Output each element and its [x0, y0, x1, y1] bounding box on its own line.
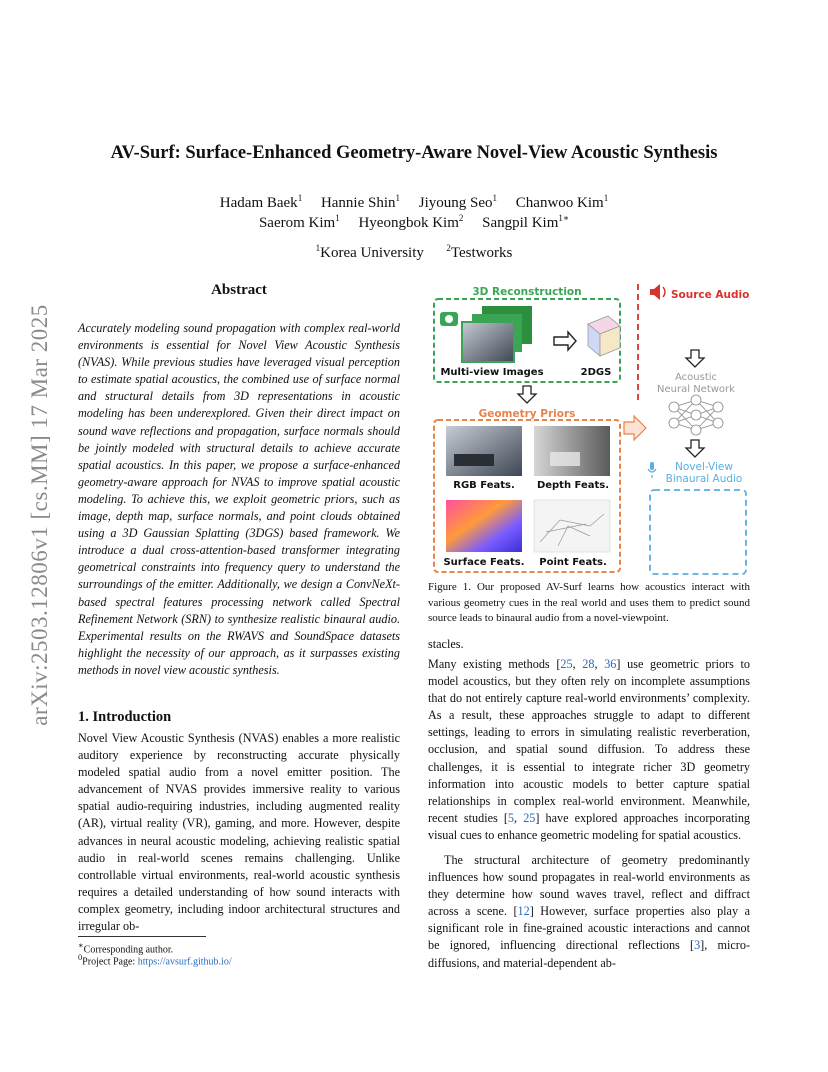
- arrow-down-icon: [686, 440, 704, 457]
- author-name: Hadam Baek: [219, 195, 298, 211]
- ann-label-2: Neural Network: [657, 384, 735, 395]
- footnote-project-page: $^0$Project Page: https://avsurf.github.io/: [78, 953, 232, 968]
- arxiv-identifier-text: arXiv:2503.12806v1 [cs.MM] 17 Mar 2025: [27, 304, 52, 726]
- right-col-paragraph-2: The structural architecture of geometry predominantly influences how sound propagates in real-world environments as they determine how sound waves travel, reflect and diffract across a scene. [12] However, surface properties also play a significant role in fine-grained acoustic interactions and cannot be ignored, influencing directional reflections [3], micro-diffusions, and material-dependent ab-: [428, 853, 751, 970]
- geometry-priors-title: Geometry Priors: [478, 408, 576, 420]
- binaural-waveform-left: [664, 500, 720, 532]
- binaural-box: [650, 490, 746, 574]
- 2dgs-label: 2DGS: [580, 367, 612, 378]
- footnote-rule: [78, 936, 206, 937]
- figure-caption: Figure 1. Our proposed AV-Surf learns how acoustics interact with various geometry cues in the real world and uses them to predict sound source leads to binaural audio from a novel-viewpoint.: [428, 581, 750, 625]
- right-col-continuation: stacles.: [428, 637, 464, 651]
- source-audio-label: Source Audio: [671, 289, 750, 301]
- arxiv-identifier: [20, 270, 60, 760]
- depth-feature-image: [534, 426, 610, 476]
- citation-link[interactable]: 36: [604, 657, 617, 671]
- author-line-2: Saerom Kim$^1$ Hyeongbok Kim$^2$ Sangpil Kim$^{1∗}$: [258, 213, 570, 231]
- author-name: Hyeongbok Kim: [358, 215, 459, 231]
- novel-view-label-2: Binaural Audio: [665, 473, 743, 485]
- citation-link[interactable]: 12: [517, 904, 530, 919]
- microphone-icon: [650, 462, 654, 470]
- author-name: Jiyoung Seo: [418, 195, 493, 211]
- section-heading: 1. Introduction: [78, 709, 172, 725]
- rgb-feature-image: [446, 426, 522, 476]
- surface-feature-image: [446, 500, 522, 552]
- author-name: Saerom Kim: [258, 215, 336, 231]
- affiliations: $^1$Korea University $^2$Testworks: [315, 243, 513, 261]
- arrow-down-icon: [518, 386, 536, 403]
- intro-text: Novel View Acoustic Synthesis (NVAS) enables a more realistic auditory experience by reconstructing accurate physically modeled spatial audio from a novel emitter position. The advancement of NVAS provides immersive reality to various spatial audio-requiring industries, including augmented reality (AR), virtual reality (VR), gaming, and more. However, despite advances in neural acoustic modeling, achieving realistic spatial audio in real-world scenes remains challenging. Unlike controllable virtual environments, real-world acoustic synthesis requires a detailed understanding of how sound interacts with complex geometry, including indoor architectural structures and irregular ob-: [78, 731, 400, 934]
- author-name: Chanwoo Kim: [515, 195, 604, 211]
- affiliation: Testworks: [450, 245, 513, 261]
- point-label: Point Feats.: [539, 557, 607, 568]
- citation-link[interactable]: 28: [582, 657, 595, 671]
- affiliation: Korea University: [320, 245, 424, 261]
- neural-network-icon: [669, 395, 723, 435]
- citation-link[interactable]: 5: [507, 810, 515, 825]
- author-name: Sangpil Kim: [482, 215, 559, 231]
- surface-label: Surface Feats.: [443, 557, 525, 568]
- speaker-icon: [650, 284, 660, 300]
- abstract-heading: Abstract: [211, 282, 267, 298]
- rgb-label: RGB Feats.: [453, 480, 515, 491]
- multiview-label: Multi-view Images: [440, 367, 544, 378]
- reconstruction-title: 3D Reconstruction: [472, 286, 582, 298]
- footnote-corresponding: ∗Corresponding author.: [78, 941, 174, 956]
- citation-link[interactable]: 25: [560, 657, 573, 671]
- arrow-right-icon: [624, 416, 646, 440]
- figure-1: [428, 282, 750, 578]
- author-name: Hannie Shin: [320, 195, 396, 211]
- citation-link[interactable]: 25: [523, 810, 536, 825]
- citation-link[interactable]: 3: [694, 938, 701, 953]
- binaural-waveform-right: [664, 540, 720, 572]
- novel-view-label-1: Novel-View: [675, 461, 733, 473]
- arrow-right-icon: [554, 332, 576, 350]
- multiview-image: [462, 322, 514, 362]
- ann-label-1: Acoustic: [674, 372, 718, 383]
- paper-title: AV-Surf: Surface-Enhanced Geometry-Aware Novel-View Acoustic Synthesis: [110, 143, 718, 163]
- abstract-text: Accurately modeling sound propagation with complex real-world environments is essential for Novel View Acoustic Synthesis (NVAS). While previous studies have leveraged visual perception to estimate spatial acoustics, the combined use of surface normal and structural details from 3D representations in acoustic modeling has been underexplored. Given their direct impact on sound wave reflections and propagation, surface normals should be jointly modeled with structural details to achieve accurate spatial acoustics. In this paper, we propose a surface-enhanced geometry-aware approach for NVAS to improve spatial acoustic modeling. To achieve this, we exploit geometric priors, such as image, depth map, surface normals, and point clouds obtained using a 3D Gaussian Splatting (3DGS) based framework. We introduce a dual cross-attention-based transformer integrating geometrical constraints into frequency query to understand the surroundings of the emitter. Additionally, we design a ConvNeXt-based spectral features processing network called Spectral Refinement Network (SRN) to synthesize realistic binaural audio. Experimental results on the RWAVS and SoundSpace datasets highlight the necessity of our approach, as it surpasses existing methods in novel view acoustic synthesis.: [78, 321, 400, 677]
- point-feature-image: [534, 500, 610, 552]
- depth-label: Depth Feats.: [536, 480, 610, 491]
- source-waveform: [650, 302, 718, 342]
- arrow-down-icon: [686, 350, 704, 367]
- project-page-link[interactable]: https://avsurf.github.io/: [137, 956, 232, 968]
- right-col-paragraph-1: Many existing methods [25, 28, 36] use geometric priors to model acoustics, but they often rely on incomplete assumptions that do not entirely capture real-world environments’ complexity. As a result, these approaches struggle to adapt to different settings, leading to errors in simulating realistic reverberation, occlusion, and spatial sound diffusion. To address these challenges, it is essential to integrate richer 3D geometry information into acoustic models to better capture spatial relationships in complex real-world environment. Meanwhile, recent studies [5, 25] have explored approaches incorporating visual cues to enhance geometric modeling for spatial acoustics.: [428, 657, 751, 842]
- author-line-1: Hadam Baek$^1$ Hannie Shin$^1$ Jiyoung Seo$^1$ Chanwoo Kim$^1$: [219, 193, 609, 211]
